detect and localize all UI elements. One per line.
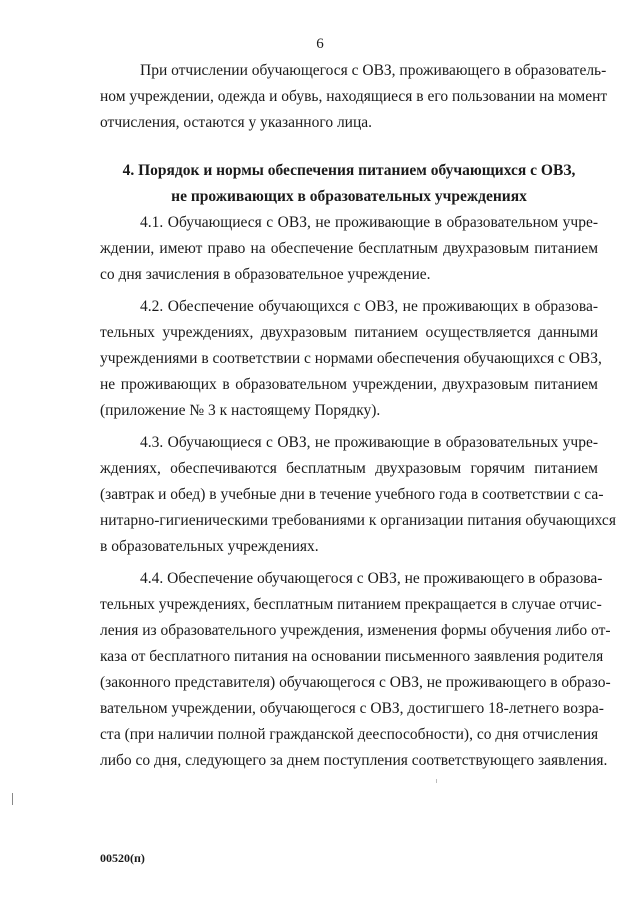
paragraph-line: ждении, имеют право на обеспечение бесплатным двухразовым питанием <box>100 240 598 257</box>
page-content <box>100 58 616 774</box>
paragraph-line: 4.4. Обеспечение обучающегося с ОВЗ, не проживающего в образова- <box>140 570 603 587</box>
section-title-line: не проживающих в образовательных учреждениях <box>171 188 527 205</box>
paragraph-line: не проживающих в образовательном учреждении, двухразовым питанием <box>100 376 598 393</box>
paragraph-4-2 <box>100 294 602 424</box>
paragraph-line: со дня зачисления в образовательное учреждение. <box>100 266 431 283</box>
paragraph-line: (законного представителя) обучающегося с ОВЗ, не проживающего в образо- <box>100 674 611 691</box>
paragraph-4-1 <box>100 210 598 288</box>
paragraph-line: При отчислении обучающегося с ОВЗ, проживающего в образователь- <box>140 62 607 79</box>
paragraph-line: либо со дня, следующего за днем поступления соответствующего заявления. <box>100 752 608 769</box>
paragraph-line: в образовательных учреждениях. <box>100 538 319 555</box>
paragraph-line: учреждениями в соответствии с нормами обеспечения обучающихся с ОВЗ, <box>100 350 602 367</box>
paragraph-line: 4.3. Обучающиеся с ОВЗ, не проживающие в образовательных учре- <box>140 434 598 451</box>
page-number: 6 <box>316 36 324 52</box>
paragraph-line: (завтрак и обед) в учебные дни в течение учебного года в соответствии с са- <box>100 486 604 503</box>
intro-paragraph <box>100 58 608 136</box>
scan-artifact <box>12 793 13 805</box>
paragraph-line: 4.2. Обеспечение обучающихся с ОВЗ, не проживающих в образова- <box>140 298 598 315</box>
paragraph-line: ления из образовательного учреждения, изменения формы обучения либо от- <box>100 622 611 639</box>
section-title-line: 4. Порядок и нормы обеспечения питанием обучающихся с ОВЗ, <box>122 162 576 179</box>
scan-artifact <box>436 779 437 783</box>
paragraph-line: 4.1. Обучающиеся с ОВЗ, не проживающие в образовательном учре- <box>140 214 598 231</box>
paragraph-line: (приложение № 3 к настоящему Порядку). <box>100 402 381 419</box>
paragraph-line: отчисления, остаются у указанного лица. <box>100 114 373 131</box>
paragraph-line: каза от бесплатного питания на основании письменного заявления родителя <box>100 648 604 665</box>
document-code: 00520(п) <box>100 851 145 865</box>
paragraph-line: ждениях, обеспечиваются бесплатным двухразовым горячим питанием <box>100 460 598 477</box>
paragraph-line: вательном учреждении, обучающегося с ОВЗ, достигшего 18-летнего возра- <box>100 700 604 717</box>
paragraph-line: нитарно-гигиеническими требованиями к организации питания обучающихся <box>100 512 616 529</box>
paragraph-4-3 <box>100 430 616 560</box>
section-heading <box>100 158 598 210</box>
paragraph-4-4 <box>100 566 611 774</box>
paragraph-line: ном учреждении, одежда и обувь, находящиеся в его пользовании на момент <box>100 88 608 105</box>
paragraph-line: тельных учреждениях, бесплатным питанием прекращается в случае отчис- <box>100 596 602 613</box>
paragraph-line: ста (при наличии полной гражданской дееспособности), со дня отчисления <box>100 726 599 743</box>
paragraph-line: тельных учреждениях, двухразовым питанием осуществляется данными <box>100 324 598 341</box>
